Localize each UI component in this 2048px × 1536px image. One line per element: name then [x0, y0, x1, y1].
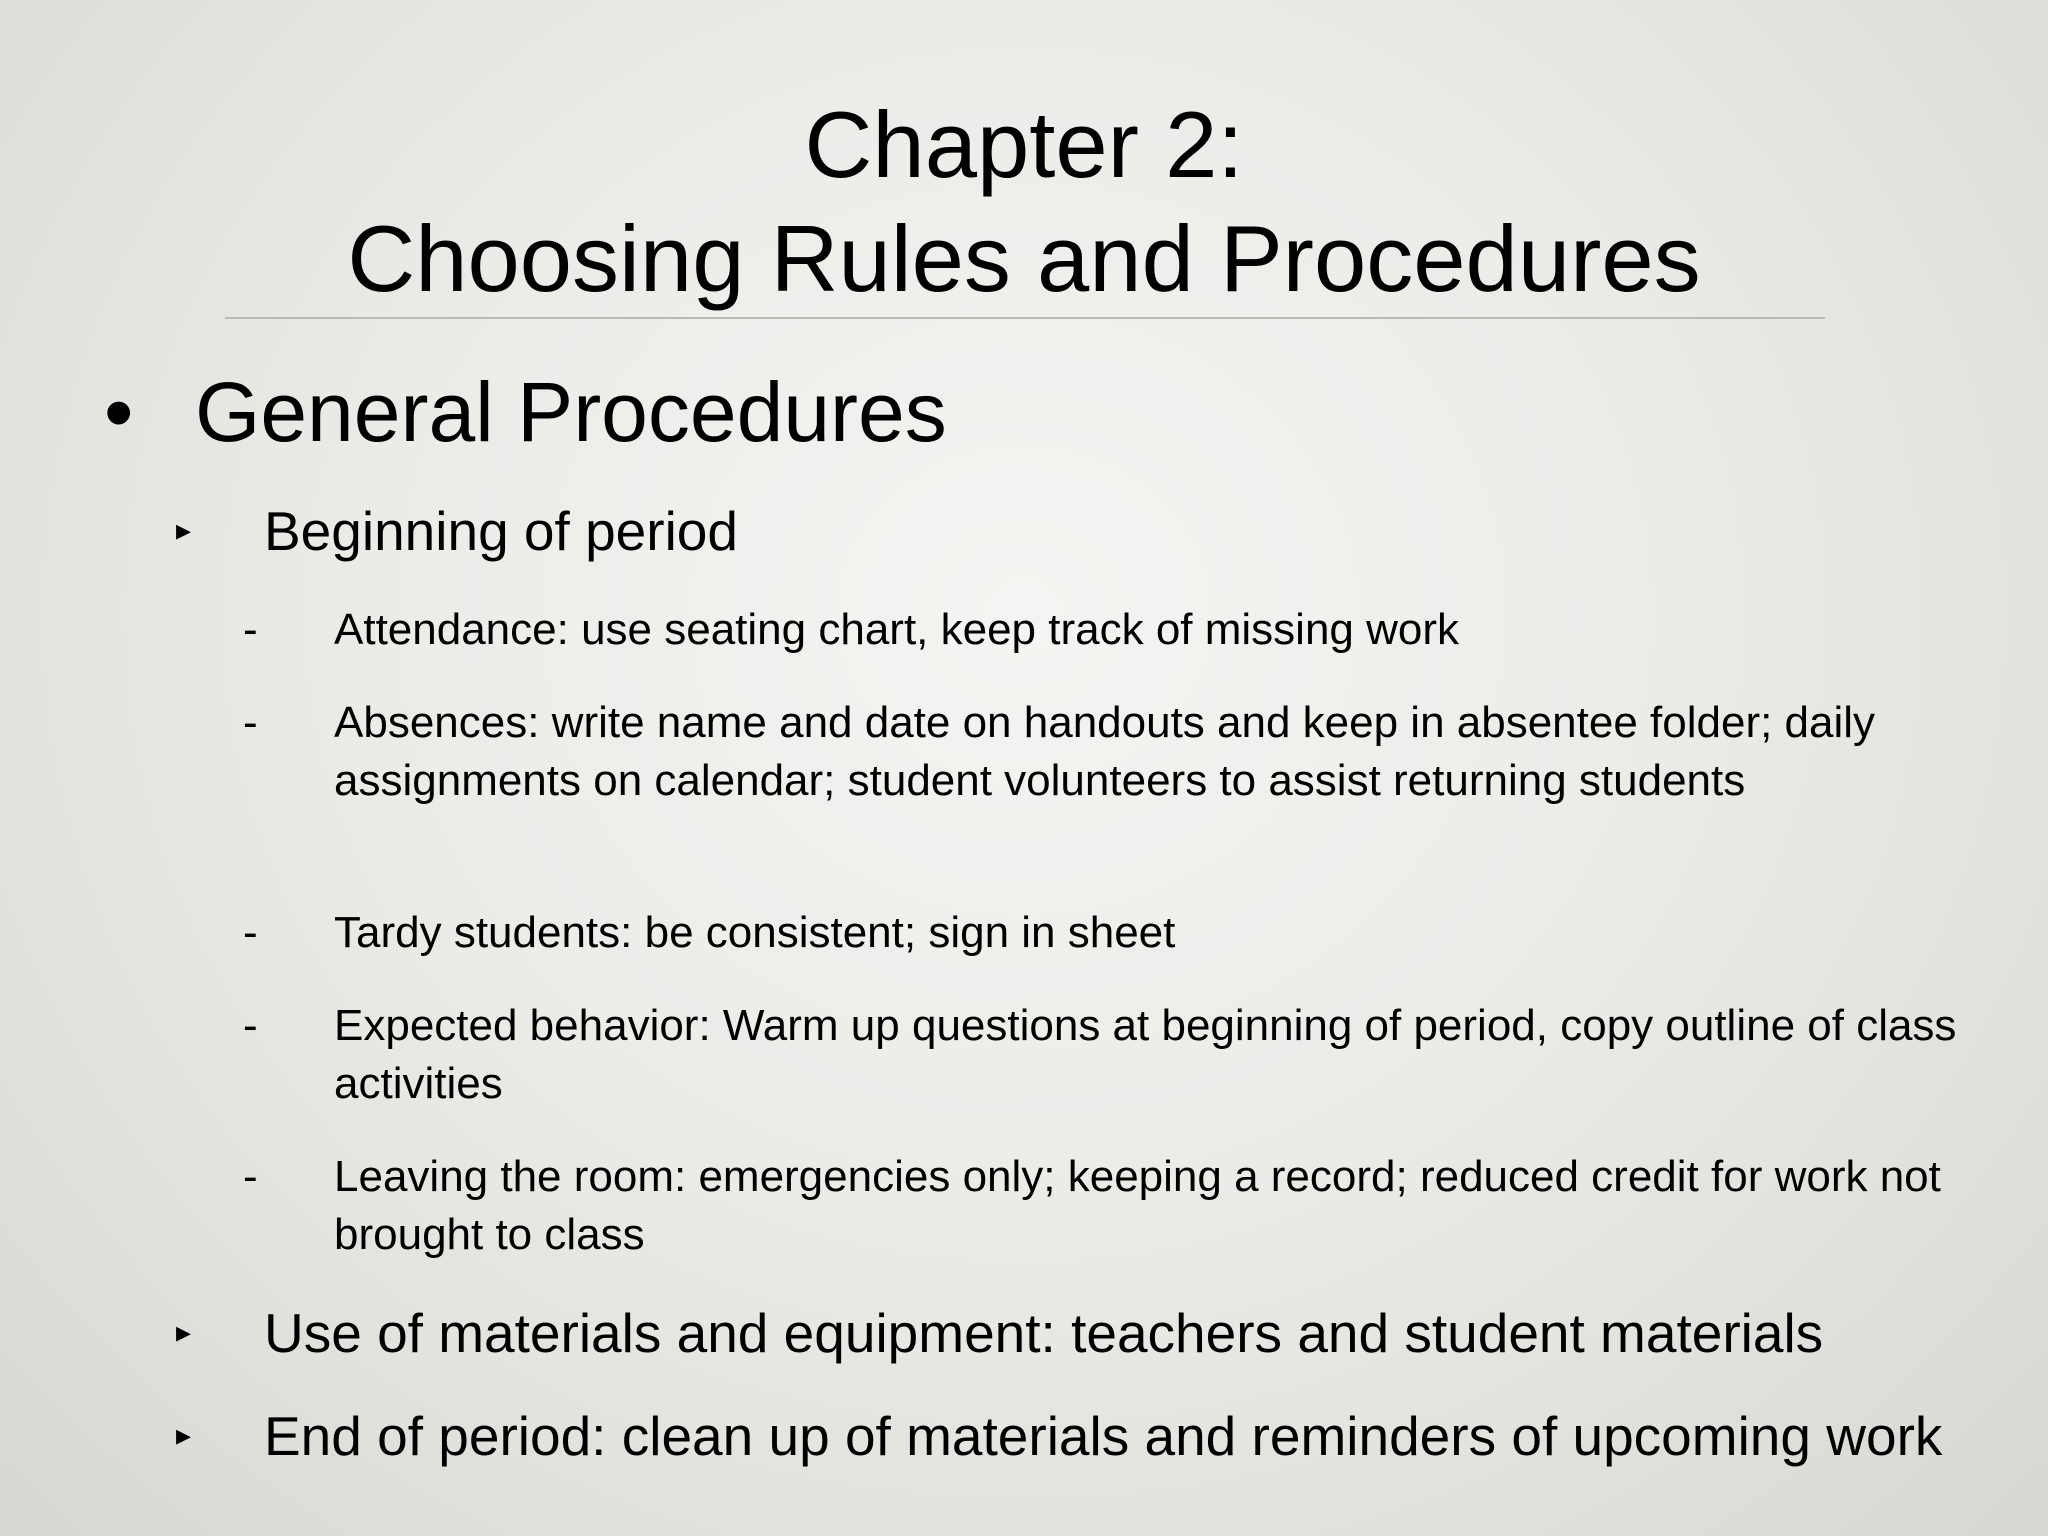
bullet-text: General Procedures: [195, 365, 947, 459]
dash-marker: -: [243, 1001, 258, 1050]
arrow-marker: ▸: [176, 514, 192, 547]
dash-marker: -: [243, 908, 258, 957]
arrow-marker: ▸: [176, 1316, 192, 1349]
dash-marker: -: [243, 605, 258, 654]
sub-bullet-text: Beginning of period: [264, 500, 738, 562]
item-text: Attendance: use seating chart, keep track of missing work: [334, 605, 1460, 654]
sub-bullet-text: Use of materials and equipment: teachers and student materials: [264, 1302, 1824, 1364]
title-line-1: Chapter 2:: [804, 92, 1244, 197]
item-text: Leaving the room: emergencies only; keeping a record; reduced credit for work not brought to class: [334, 1152, 1941, 1259]
slide-title: [0, 88, 2048, 316]
item-text: Tardy students: be consistent; sign in sheet: [334, 908, 1176, 957]
title-divider: [225, 317, 1825, 319]
dash-marker: -: [243, 698, 258, 747]
sub-bullet-text: End of period: clean up of materials and reminders of upcoming work: [264, 1405, 1943, 1467]
arrow-marker: ▸: [176, 1419, 192, 1452]
title-line-2: Choosing Rules and Procedures: [347, 206, 1701, 311]
item-text: Expected behavior: Warm up questions at beginning of period, copy outline of class activities: [334, 1001, 1957, 1108]
bullet-marker: •: [104, 365, 134, 459]
dash-marker: -: [243, 1152, 258, 1201]
item-text: Absences: write name and date on handouts and keep in absentee folder; daily assignments on calendar; student volunteers to assist returning students: [334, 698, 1876, 805]
